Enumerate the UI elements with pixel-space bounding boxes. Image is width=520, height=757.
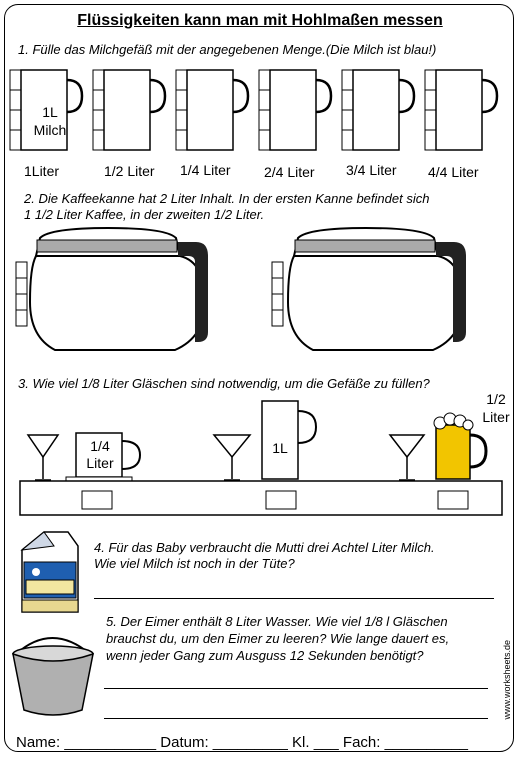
website-credit: www.worksheets.de [502, 640, 512, 720]
question-5-line-1: 5. Der Eimer enthält 8 Liter Wasser. Wie viel 1/8 l Gläschen [106, 614, 448, 629]
cup-label-2: Liter [86, 455, 114, 471]
jug-text [30, 103, 70, 139]
question-2-line-1: 2. Die Kaffeekanne hat 2 Liter Inhalt. In der ersten Kanne befindet sich [24, 191, 430, 206]
coffee-pots [0, 222, 520, 372]
jug-2[interactable] [93, 70, 165, 150]
question-1: 1. Fülle das Milchgefäß mit der angegebenen Menge.(Die Milch ist blau!) [18, 42, 437, 57]
jug-text-1l: 1L [42, 104, 58, 120]
answer-box-2[interactable] [266, 491, 296, 509]
question-5-line-2: brauchst du, um den Eimer zu leeren? Wie lange dauert es, [106, 631, 450, 646]
beer-label-2: Liter [482, 409, 510, 425]
question-4-line-1: 4. Für das Baby verbraucht die Mutti drei Achtel Liter Milch. [94, 540, 435, 555]
beer-label-1: 1/2 [486, 391, 506, 407]
jug-label: 1L [272, 440, 288, 456]
question-2 [24, 191, 429, 223]
jug-label-2: 1/2 Liter [104, 163, 155, 179]
question-5 [106, 613, 449, 664]
jug-6[interactable] [425, 70, 497, 150]
bucket-icon [4, 628, 104, 720]
answer-box-1[interactable] [82, 491, 112, 509]
jug-5[interactable] [342, 70, 414, 150]
shelf-scene [0, 395, 520, 530]
glass-3 [390, 435, 424, 480]
worksheet-title: Flüssigkeiten kann man mit Hohlmaßen messen [77, 12, 443, 29]
jug-3[interactable] [176, 70, 248, 150]
jug-text-milch: Milch [33, 122, 67, 138]
jug-label-3: 1/4 Liter [180, 162, 231, 178]
jug-label-1: 1Liter [24, 163, 60, 179]
answer-box-3[interactable] [438, 491, 468, 509]
cup-label [80, 438, 120, 472]
beer-label [476, 390, 516, 426]
milk-carton-icon [14, 528, 84, 618]
answer-line-4[interactable] [94, 598, 494, 599]
jug-label-6: 4/4 Liter [428, 164, 479, 180]
cup-label-1: 1/4 [90, 438, 110, 454]
question-4-line-2: Wie viel Milch ist noch in der Tüte? [94, 556, 295, 571]
question-5-line-3: wenn jeder Gang zum Ausguss 12 Sekunden benötigt? [106, 648, 424, 663]
question-2-line-2: 1 1/2 Liter Kaffee, in der zweiten 1/2 Liter. [24, 207, 265, 222]
coffee-pot-2 [272, 228, 466, 350]
jug-4[interactable] [259, 70, 331, 150]
glass-2 [214, 435, 250, 480]
question-4 [94, 540, 435, 572]
glass-1 [28, 435, 58, 480]
coffee-pot-1 [16, 228, 208, 350]
measuring-jugs [0, 62, 520, 162]
question-3: 3. Wie viel 1/8 Liter Gläschen sind notwendig, um die Gefäße zu füllen? [18, 376, 430, 391]
answer-line-5a[interactable] [104, 688, 488, 689]
jug-label-5: 3/4 Liter [346, 162, 397, 178]
answer-line-5b[interactable] [104, 718, 488, 719]
footer-fields[interactable]: Name: ___________ Datum: _________ Kl. ___ Fach: __________ [16, 734, 469, 751]
jug-label-4: 2/4 Liter [264, 164, 315, 180]
